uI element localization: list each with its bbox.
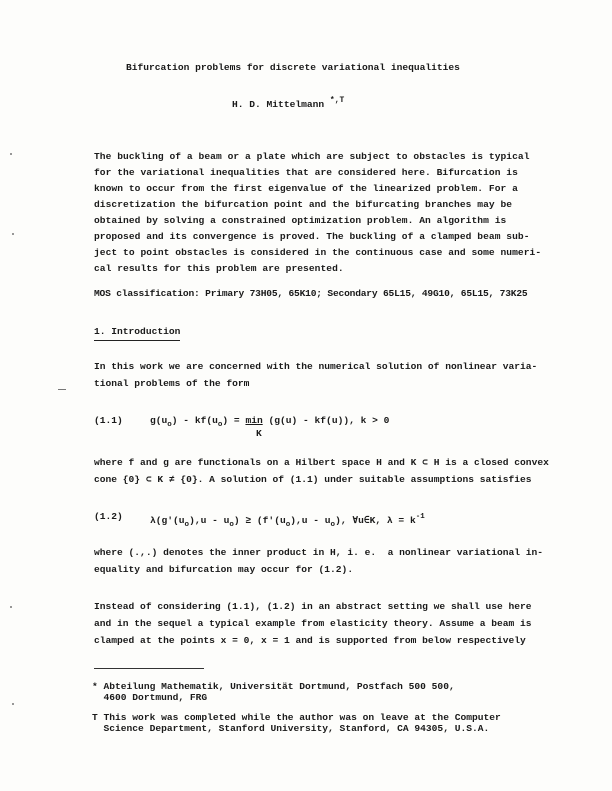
paragraph-line: tional problems of the form bbox=[94, 378, 250, 389]
mos-classification: MOS classification: Primary 73H05, 65K10; Secondary 65L15, 49G10, 65L15, 73K25 bbox=[94, 288, 528, 299]
eq-part: ) ≥ (f'(u bbox=[233, 515, 286, 526]
paragraph-line: clamped at the points x = 0, x = 1 and is supported from below respectively bbox=[94, 635, 526, 646]
eq-min: min bbox=[245, 415, 263, 426]
eq-part: ), ∀u∈K, λ = k bbox=[335, 515, 416, 526]
eq-part: (g(u) - kf(u)), k > 0 bbox=[268, 415, 390, 426]
footnote-line: 4600 Dortmund, FRG bbox=[92, 692, 208, 703]
abstract-line: for the variational inequalities that are considered here. Bifurcation is bbox=[94, 167, 518, 178]
abstract-line: obtained by solving a constrained optimization problem. An algorithm is bbox=[94, 215, 507, 226]
scan-speck bbox=[10, 606, 12, 608]
paper-title: Bifurcation problems for discrete variational inequalities bbox=[126, 62, 460, 73]
equation-1-1-label: (1.1) bbox=[94, 415, 123, 426]
equation-1-2-label: (1.2) bbox=[94, 511, 123, 522]
eq-part: ),u - u bbox=[189, 515, 230, 526]
abstract-line: discretization the bifurcation point and the bifurcating branches may be bbox=[94, 199, 513, 210]
paragraph-line: where f and g are functionals on a Hilbert space H and K ⊂ H is a closed convex bbox=[94, 457, 549, 468]
scan-speck bbox=[10, 153, 12, 155]
paragraph-line: In this work we are concerned with the numerical solution of nonlinear varia- bbox=[94, 361, 538, 372]
eq-part: = bbox=[233, 415, 240, 426]
eq-part: λ(g'(u bbox=[150, 515, 185, 526]
scan-speck bbox=[12, 233, 14, 235]
footnote-line: T This work was completed while the author was on leave at the Computer bbox=[92, 712, 501, 723]
eq-subscript: o bbox=[217, 421, 223, 429]
abstract-line: ject to point obstacles is considered in the continuous case and some numeri- bbox=[94, 247, 542, 258]
eq-part: ) - kf(u bbox=[171, 415, 218, 426]
footnote-line: * Abteilung Mathematik, Universität Dortmund, Postfach 500 500, bbox=[92, 681, 455, 692]
equation-1-2 bbox=[150, 511, 425, 531]
eq-part: g(u bbox=[150, 415, 168, 426]
abstract-line: The buckling of a beam or a plate which are subject to obstacles is typical bbox=[94, 151, 530, 162]
heading-underline bbox=[94, 340, 180, 341]
author-line bbox=[232, 95, 344, 111]
equation-1-1 bbox=[150, 415, 389, 431]
paragraph-line: cone {0} ⊂ K ≠ {0}. A solution of (1.1) under suitable assumptions satisfies bbox=[94, 474, 532, 485]
paragraph-line: Instead of considering (1.1), (1.2) in an abstract setting we shall use here bbox=[94, 601, 532, 612]
paragraph-line: equality and bifurcation may occur for (1.2). bbox=[94, 564, 354, 575]
eq-min-subscript: K bbox=[256, 428, 262, 439]
eq-subscript: o bbox=[167, 421, 172, 429]
eq-part: ) bbox=[222, 415, 229, 426]
paragraph-line: where (.,.) denotes the inner product in H, i. e. a nonlinear variational in- bbox=[94, 547, 544, 558]
eq-subscript: o bbox=[229, 521, 234, 529]
footnote-rule bbox=[94, 668, 204, 669]
abstract-line: known to occur from the first eigenvalue of the linearized problem. For a bbox=[94, 183, 518, 194]
section-heading-text: 1. Introduction bbox=[94, 326, 181, 337]
paragraph-line: and in the sequel a typical example from elasticity theory. Assume a beam is bbox=[94, 618, 532, 629]
author-footnote-marks: *,T bbox=[329, 96, 345, 105]
footnote-line: Science Department, Stanford University, Stanford, CA 94305, U.S.A. bbox=[92, 723, 490, 734]
scan-speck bbox=[12, 703, 14, 705]
eq-subscript: o bbox=[184, 521, 190, 529]
eq-part: ),u - u bbox=[290, 515, 331, 526]
eq-subscript: o bbox=[330, 521, 336, 529]
abstract-line: proposed and its convergence is proved. The buckling of a clamped beam sub- bbox=[94, 231, 530, 242]
eq-subscript: o bbox=[285, 521, 291, 529]
eq-superscript: -1 bbox=[415, 513, 425, 521]
section-heading bbox=[94, 326, 180, 338]
abstract-line: cal results for this problem are presented. bbox=[94, 263, 344, 274]
scan-mark bbox=[58, 389, 66, 390]
author-name: H. D. Mittelmann bbox=[232, 99, 325, 110]
